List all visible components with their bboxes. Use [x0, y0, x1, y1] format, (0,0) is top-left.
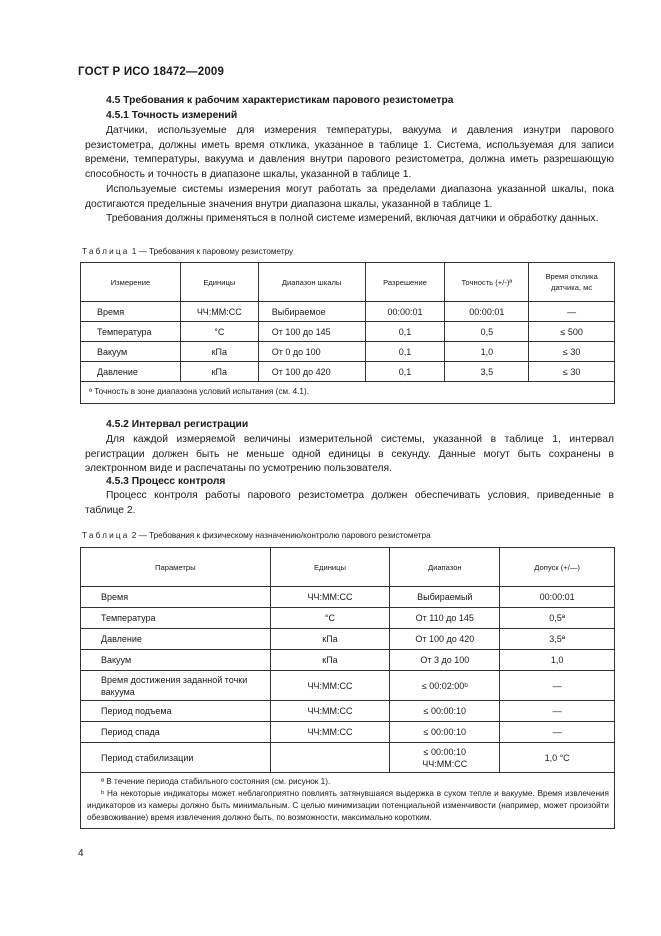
table-cell: От 0 до 100 — [258, 342, 365, 362]
table-cell: Давление — [81, 629, 271, 650]
table2-header-cell: Параметры — [81, 548, 271, 587]
table-cell: Период стабилизации — [81, 743, 271, 773]
table-cell: ЧЧ:ММ:СС — [270, 722, 390, 743]
table1-footnote-row — [81, 382, 615, 404]
table-cell: От 100 до 145 — [258, 322, 365, 342]
table-cell: ЧЧ:ММ:СС — [270, 701, 390, 722]
table-cell: ≤ 00:00:10 — [390, 701, 500, 722]
table2-header-cell: Диапазон — [390, 548, 500, 587]
table-cell: 0,1 — [365, 362, 445, 382]
table-cell: 1,0 — [445, 342, 529, 362]
table2-header-row — [81, 548, 615, 587]
table-cell: ≤ 00:00:10 — [390, 722, 500, 743]
table-row — [81, 650, 615, 671]
paragraph-control-process: Процесс контроля работы парового резистометра должен обеспечивать условия, приведенные в таблице 2. — [85, 490, 614, 516]
table2-caption-word: Таблица — [82, 531, 130, 540]
table-cell: От 3 до 100 — [390, 650, 500, 671]
table-cell: От 110 до 145 — [390, 608, 500, 629]
table-cell: 00:00:01 — [500, 587, 615, 608]
section-heading-4-5-1: 4.5.1 Точность измерений — [106, 110, 238, 121]
table-cell: ≤ 00:02:00ᵇ — [390, 671, 500, 701]
table1-header-cell: Измерение — [81, 263, 181, 302]
table-cell: ЧЧ:ММ:СС — [180, 302, 258, 322]
table-row — [81, 629, 615, 650]
table-cell: 0,1 — [365, 342, 445, 362]
table1-caption — [82, 247, 293, 256]
table1-header-row — [81, 263, 615, 302]
table-cell: 3,5ª — [500, 629, 615, 650]
table-cell: 0,5ª — [500, 608, 615, 629]
table-cell: Вакуум — [81, 650, 271, 671]
table1 — [80, 262, 615, 404]
table-cell: 1,0 — [500, 650, 615, 671]
table1-header-cell: Время отклика датчика, мс — [529, 263, 615, 302]
table-cell: Температура — [81, 322, 181, 342]
table2 — [80, 547, 615, 829]
table-cell: — — [500, 722, 615, 743]
section-heading-4-5-3: 4.5.3 Процесс контроля — [106, 476, 226, 487]
table-row — [81, 743, 615, 773]
table-cell: ЧЧ:ММ:СС — [270, 671, 390, 701]
table-cell: ≤ 00:00:10 ЧЧ:ММ:СС — [390, 743, 500, 773]
table-cell: Период спада — [81, 722, 271, 743]
table-row — [81, 322, 615, 342]
table-cell: кПа — [270, 650, 390, 671]
table-cell: — — [500, 671, 615, 701]
section-heading-4-5-2: 4.5.2 Интервал регистрации — [106, 419, 249, 430]
table-cell: Время — [81, 587, 271, 608]
table-cell: ЧЧ:ММ:СС — [270, 587, 390, 608]
table-cell: кПа — [180, 342, 258, 362]
table1-header-cell: Точность (+/-)ª — [445, 263, 529, 302]
table-row — [81, 608, 615, 629]
standard-header: ГОСТ Р ИСО 18472—2009 — [78, 66, 225, 78]
table-cell: °C — [270, 608, 390, 629]
table1-header-cell: Диапазон шкалы — [258, 263, 365, 302]
table-cell: 1,0 °C — [500, 743, 615, 773]
table2-footnotes — [81, 773, 615, 829]
table-cell: ≤ 30 — [529, 342, 615, 362]
table2-caption-text: 2 — Требования к физическому назначению/контролю парового резистометра — [129, 531, 431, 540]
table2-footnote-b: ᵇ На некоторые индикаторы может неблагоприятно повлиять затянувшаяся выдержка в сухом тепле и вакууме. Время извлечения индикаторов из камеры должно быть минимальным. С целью минимизации потенциальной изменчивости (например, может произойти обезвоживание) время извлечения должно быть, по возможности, максимально коротким. — [87, 789, 609, 822]
table-cell: Время — [81, 302, 181, 322]
table1-caption-text: 1 — Требования к паровому резистометру — [129, 247, 294, 256]
table2-caption — [82, 531, 431, 540]
table-cell — [270, 743, 390, 773]
table-cell: Выбираемое — [258, 302, 365, 322]
section-heading-4-5: 4.5 Требования к рабочим характеристикам парового резистометра — [106, 95, 454, 106]
table-row — [81, 342, 615, 362]
table-row — [81, 722, 615, 743]
table-cell: Температура — [81, 608, 271, 629]
table-row — [81, 302, 615, 322]
table-cell: 00:00:01 — [445, 302, 529, 322]
page-number: 4 — [78, 848, 84, 859]
table-cell: Период подъема — [81, 701, 271, 722]
table-cell: — — [500, 701, 615, 722]
paragraph-sensors: Датчики, используемые для измерения температуры, вакуума и давления изнутри парового резистометра, должны иметь время отклика, указанное в таблице 1. Система, используемая для записи времени, температуры, вакуума и давления внутри парового резистометра, должна иметь разрешающую способность и точность в диапазоне шкалы, указанной в таблице 1. — [85, 125, 614, 180]
paragraph-registration-interval: Для каждой измеряемой величины измерительной системы, указанной в таблице 1, интервал регистрации должен быть не меньше одной единицы в секунду. Данные могут быть сохранены в электронном виде и распечатаны по усмотрению пользователя. — [85, 434, 614, 475]
table-cell: ≤ 30 — [529, 362, 615, 382]
table-row — [81, 362, 615, 382]
table-cell: 00:00:01 — [365, 302, 445, 322]
paragraph-requirements: Требования должны применяться в полной системе измерений, включая датчики и обработку данных. — [106, 213, 599, 224]
paragraph-measurement-systems: Используемые системы измерения могут работать за пределами диапазона указанной шкалы, пока достигаются предельные значения внутри диапазона шкалы, указанной в таблице 1. — [85, 184, 614, 210]
table-cell: 3,5 — [445, 362, 529, 382]
table-cell: ≤ 500 — [529, 322, 615, 342]
table-cell: Время достижения заданной точки вакуума — [81, 671, 271, 701]
table2-header-cell: Единицы — [270, 548, 390, 587]
table-row — [81, 671, 615, 701]
table-cell: °C — [180, 322, 258, 342]
table1-header-cell: Единицы — [180, 263, 258, 302]
table-row — [81, 587, 615, 608]
table-cell: От 100 до 420 — [258, 362, 365, 382]
table-cell: Давление — [81, 362, 181, 382]
table-cell: Вакуум — [81, 342, 181, 362]
table-cell: кПа — [180, 362, 258, 382]
table-cell: От 100 до 420 — [390, 629, 500, 650]
table-row — [81, 701, 615, 722]
table2-header-cell: Допуск (+/—) — [500, 548, 615, 587]
table-cell: 0,1 — [365, 322, 445, 342]
table-cell: 0,5 — [445, 322, 529, 342]
table1-footnote: ª Точность в зоне диапазона условий испытания (см. 4.1). — [81, 382, 615, 404]
table-cell: — — [529, 302, 615, 322]
table-cell: кПа — [270, 629, 390, 650]
table2-footnote-a: ª В течение периода стабильного состояния (см. рисунок 1). — [101, 777, 331, 786]
table1-header-cell: Разрешение — [365, 263, 445, 302]
table-cell: Выбираемый — [390, 587, 500, 608]
table2-footnotes-row — [81, 773, 615, 829]
table1-caption-word: Таблица — [82, 247, 130, 256]
